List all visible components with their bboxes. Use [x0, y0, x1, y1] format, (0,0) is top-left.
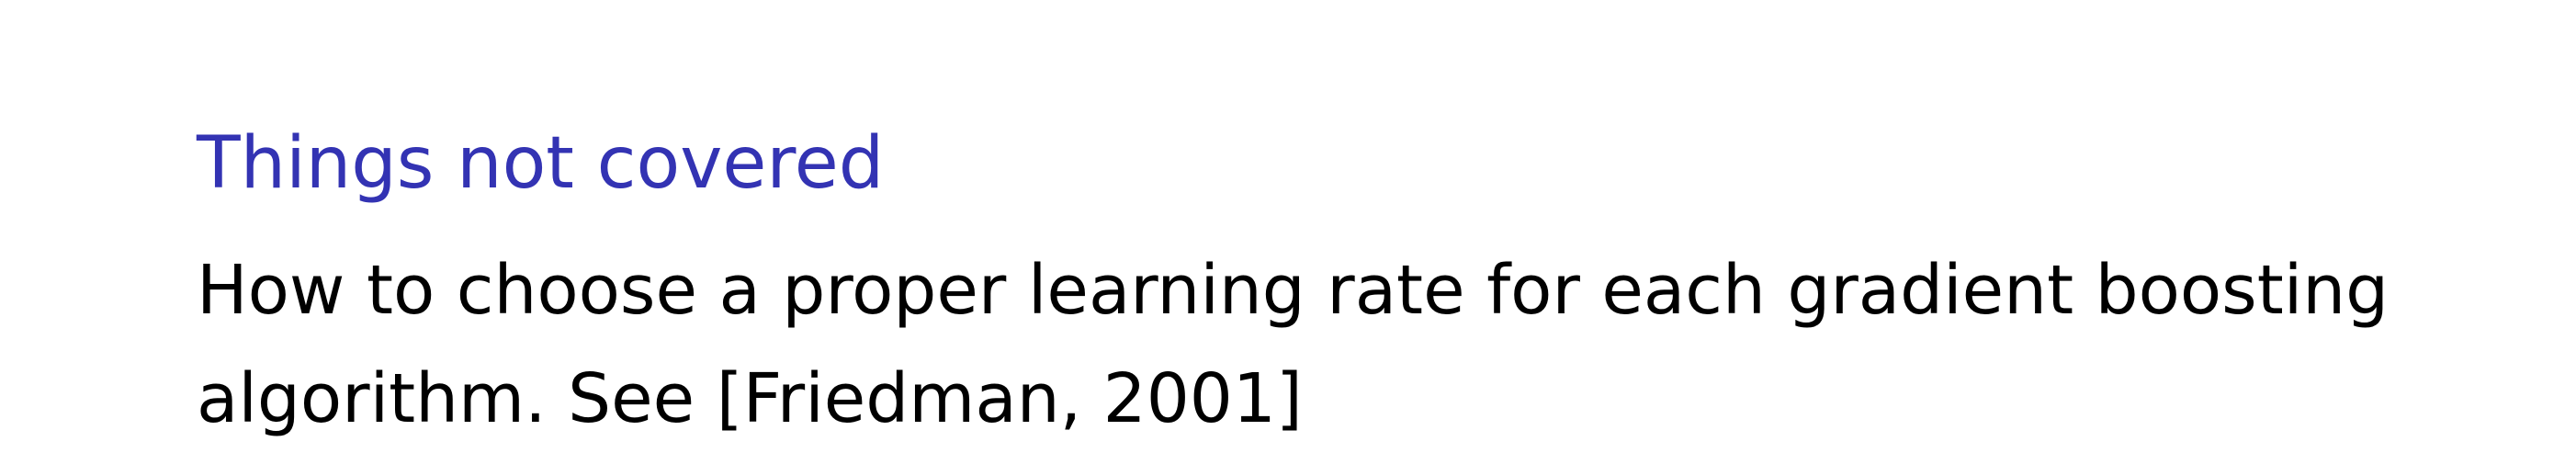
slide-body-text [197, 236, 2420, 453]
body-line-1: How to choose a proper learning rate for each gradient boosting [197, 251, 2390, 330]
citation-reference[interactable]: [Friedman, 2001] [716, 359, 1303, 438]
slide-heading: Things not covered [197, 122, 885, 205]
body-line-2 [197, 345, 2420, 453]
body-line-2-text: algorithm. See [197, 359, 717, 438]
